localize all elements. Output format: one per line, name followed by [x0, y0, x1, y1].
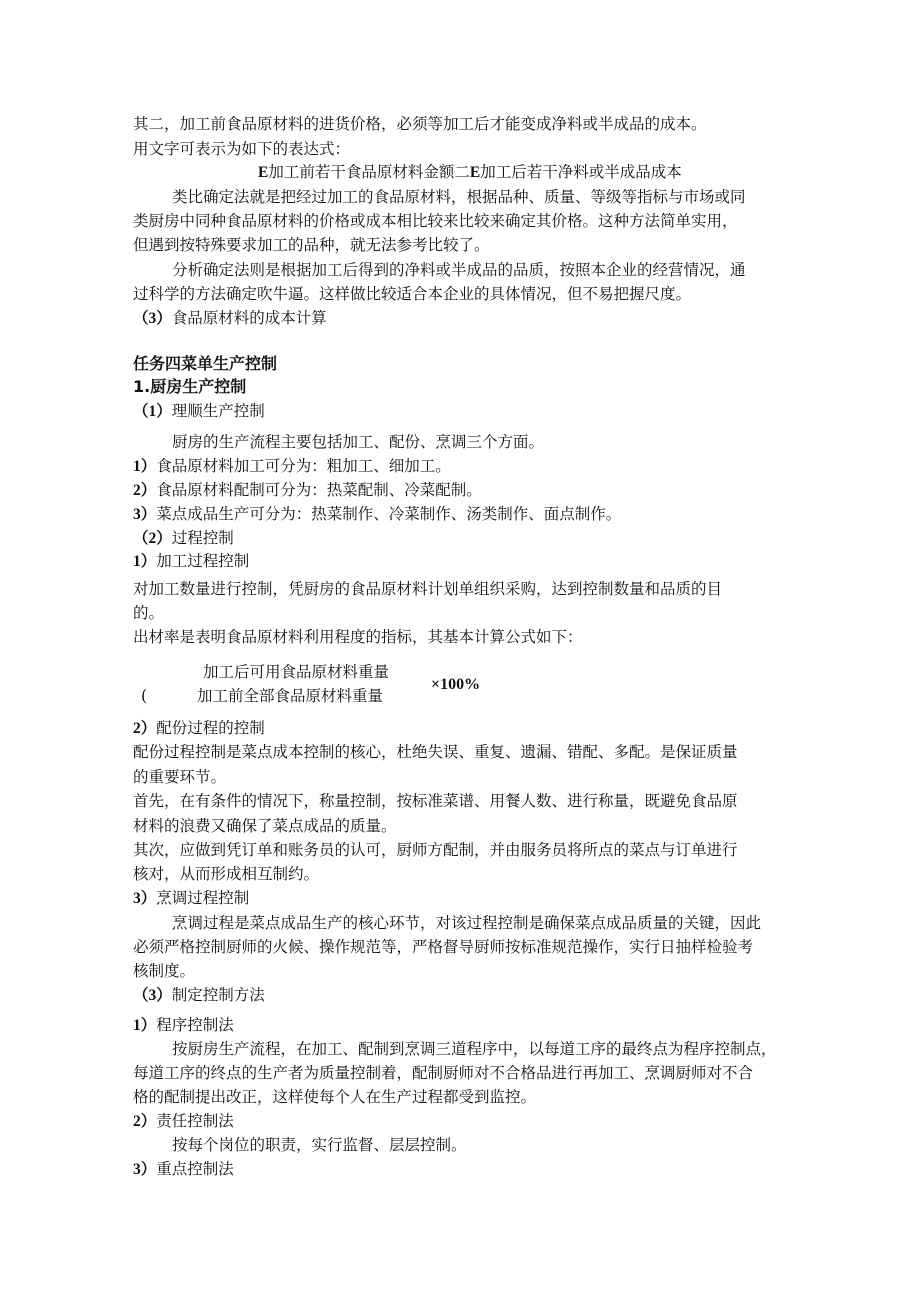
paragraph-line: 烹调过程是菜点成品生产的核心环节，对该过程控制是确保菜点成品质量的关键，因此: [172, 914, 762, 932]
list-number: 1）: [133, 458, 157, 475]
paragraph-line: 格的配制提出改正，这样使每个人在生产过程都受到监控。: [133, 1088, 537, 1106]
expr-text: 加工前若干食品原材料金额二: [268, 163, 470, 181]
list-number: 1）: [133, 553, 157, 570]
paragraph-line: 分析确定法则是根据加工后得到的净料或半成品的品质，按照本企业的经营情况，通: [172, 261, 746, 279]
paragraph-line: 出材率是表明食品原材料利用程度的指标，其基本计算公式如下：: [133, 628, 583, 646]
list-text: 配份过程的控制: [156, 719, 265, 737]
section-heading: [133, 308, 327, 329]
paragraph-line: 厨房的生产流程主要包括加工、配份、烹调三个方面。: [172, 433, 545, 451]
list-item: [133, 1111, 234, 1132]
paragraph-line: 其二，加工前食品原材料的进货价格，必须等加工后才能变成净料或半成品的成本。: [133, 115, 707, 133]
section-title: 制定控制方法: [171, 986, 265, 1004]
paragraph-line: 的。: [133, 604, 165, 622]
section-heading: [133, 985, 265, 1006]
formula-multiplier: ×100%: [431, 676, 481, 693]
section-number: （3）: [133, 310, 172, 327]
list-number: 1）: [133, 1017, 157, 1034]
section-title: 理顺生产控制: [171, 402, 265, 420]
list-item: [133, 551, 249, 572]
formula-paren: (: [141, 687, 148, 705]
paragraph-line: 的重要环节。: [133, 768, 227, 786]
list-text: 菜点成品生产可分为：热菜制作、冷菜制作、汤类制作、面点制作。: [156, 505, 622, 523]
paragraph-line: 必须严格控制厨师的火候、操作规范等，严格督导厨师按标准规范操作，实行日抽样检验考: [133, 938, 754, 956]
list-text: 重点控制法: [156, 1160, 234, 1178]
list-text: 程序控制法: [156, 1016, 234, 1034]
section-title: 过程控制: [171, 529, 234, 547]
paragraph-line: 核制度。: [133, 962, 196, 980]
section-number: （2）: [133, 530, 172, 547]
paragraph-line: 但遇到按特殊要求加工的品种，就无法参考比较了。: [133, 236, 490, 254]
paragraph-line: 材料的浪费又确保了菜点成品的质量。: [133, 817, 397, 835]
list-number: 3）: [133, 506, 157, 523]
section-number: （3）: [133, 987, 172, 1004]
formula-denominator: 加工前全部食品原材料重量: [197, 687, 384, 705]
list-number: 3）: [133, 1161, 157, 1178]
paragraph-line: 首先，在有条件的情况下，称量控制，按标准菜谱、用餐人数、进行称量，既避免食品原: [133, 792, 738, 810]
formula-numerator: 加工后可用食品原材料重量: [203, 663, 390, 681]
expr-symbol: E: [258, 164, 269, 181]
expr-text: 加工后若干净料或半成品成本: [480, 163, 682, 181]
list-item: [133, 888, 249, 909]
paragraph-line: 按每个岗位的职责，实行监督、层层控制。: [172, 1136, 467, 1154]
task-title: 任务四菜单生产控制: [133, 354, 278, 373]
paragraph-line: 其次，应做到凭订单和账务员的认可，厨师方配制，并由服务员将所点的菜点与订单进行: [133, 841, 738, 859]
section-number: （1）: [133, 403, 172, 420]
list-item: [133, 480, 482, 501]
paragraph-line: 核对，从而形成相互制约。: [133, 865, 320, 883]
list-number: 2）: [133, 1113, 157, 1130]
list-item: [133, 504, 621, 525]
list-text: 加工过程控制: [156, 552, 250, 570]
paragraph-line: 对加工数量进行控制，凭厨房的食品原材料计划单组织采购，达到控制数量和品质的目: [133, 580, 723, 598]
paragraph-line: 用文字可表示为如下的表达式：: [133, 140, 351, 158]
section-title: 食品原材料的成本计算: [171, 309, 327, 327]
paragraph-line: 类比确定法就是把经过加工的食品原材料，根据品种、质量、等级等指标与市场或同: [172, 188, 746, 206]
list-text: 食品原材料配制可分为：热菜配制、冷菜配制。: [156, 481, 482, 499]
list-item: [133, 456, 451, 477]
list-text: 责任控制法: [156, 1112, 234, 1130]
yield-rate-formula: [133, 662, 553, 708]
list-item: [133, 718, 265, 739]
paragraph-line: 每道工序的终点的生产者为质量控制着，配制厨师对不合格品进行再加工、烹调厨师对不合: [133, 1064, 754, 1082]
paragraph-line: 按厨房生产流程，在加工、配制到烹调三道程序中，以每道工序的最终点为程序控制点，: [172, 1040, 777, 1058]
list-item: [133, 1015, 234, 1036]
paragraph-line: 配份过程控制是菜点成本控制的核心，杜绝失误、重复、遗漏、错配、多配。是保证质量: [133, 743, 738, 761]
list-item: [133, 1159, 234, 1180]
list-number: 2）: [133, 720, 157, 737]
expr-symbol: E: [469, 164, 481, 181]
chapter-heading: 1.厨房生产控制: [133, 377, 247, 396]
section-heading: [133, 528, 234, 549]
paragraph-line: 类厨房中同种食品原材料的价格或成本相比较来比较来确定其价格。这种方法简单实用，: [133, 212, 738, 230]
list-text: 烹调过程控制: [156, 889, 250, 907]
list-number: 3）: [133, 890, 157, 907]
section-heading: [133, 401, 265, 422]
paragraph-line: 过科学的方法确定吹牛逼。这样做比较适合本企业的具体情况，但不易把握尺度。: [133, 285, 692, 303]
expression-line: [258, 162, 682, 183]
list-text: 食品原材料加工可分为：粗加工、细加工。: [156, 457, 451, 475]
list-number: 2）: [133, 482, 157, 499]
